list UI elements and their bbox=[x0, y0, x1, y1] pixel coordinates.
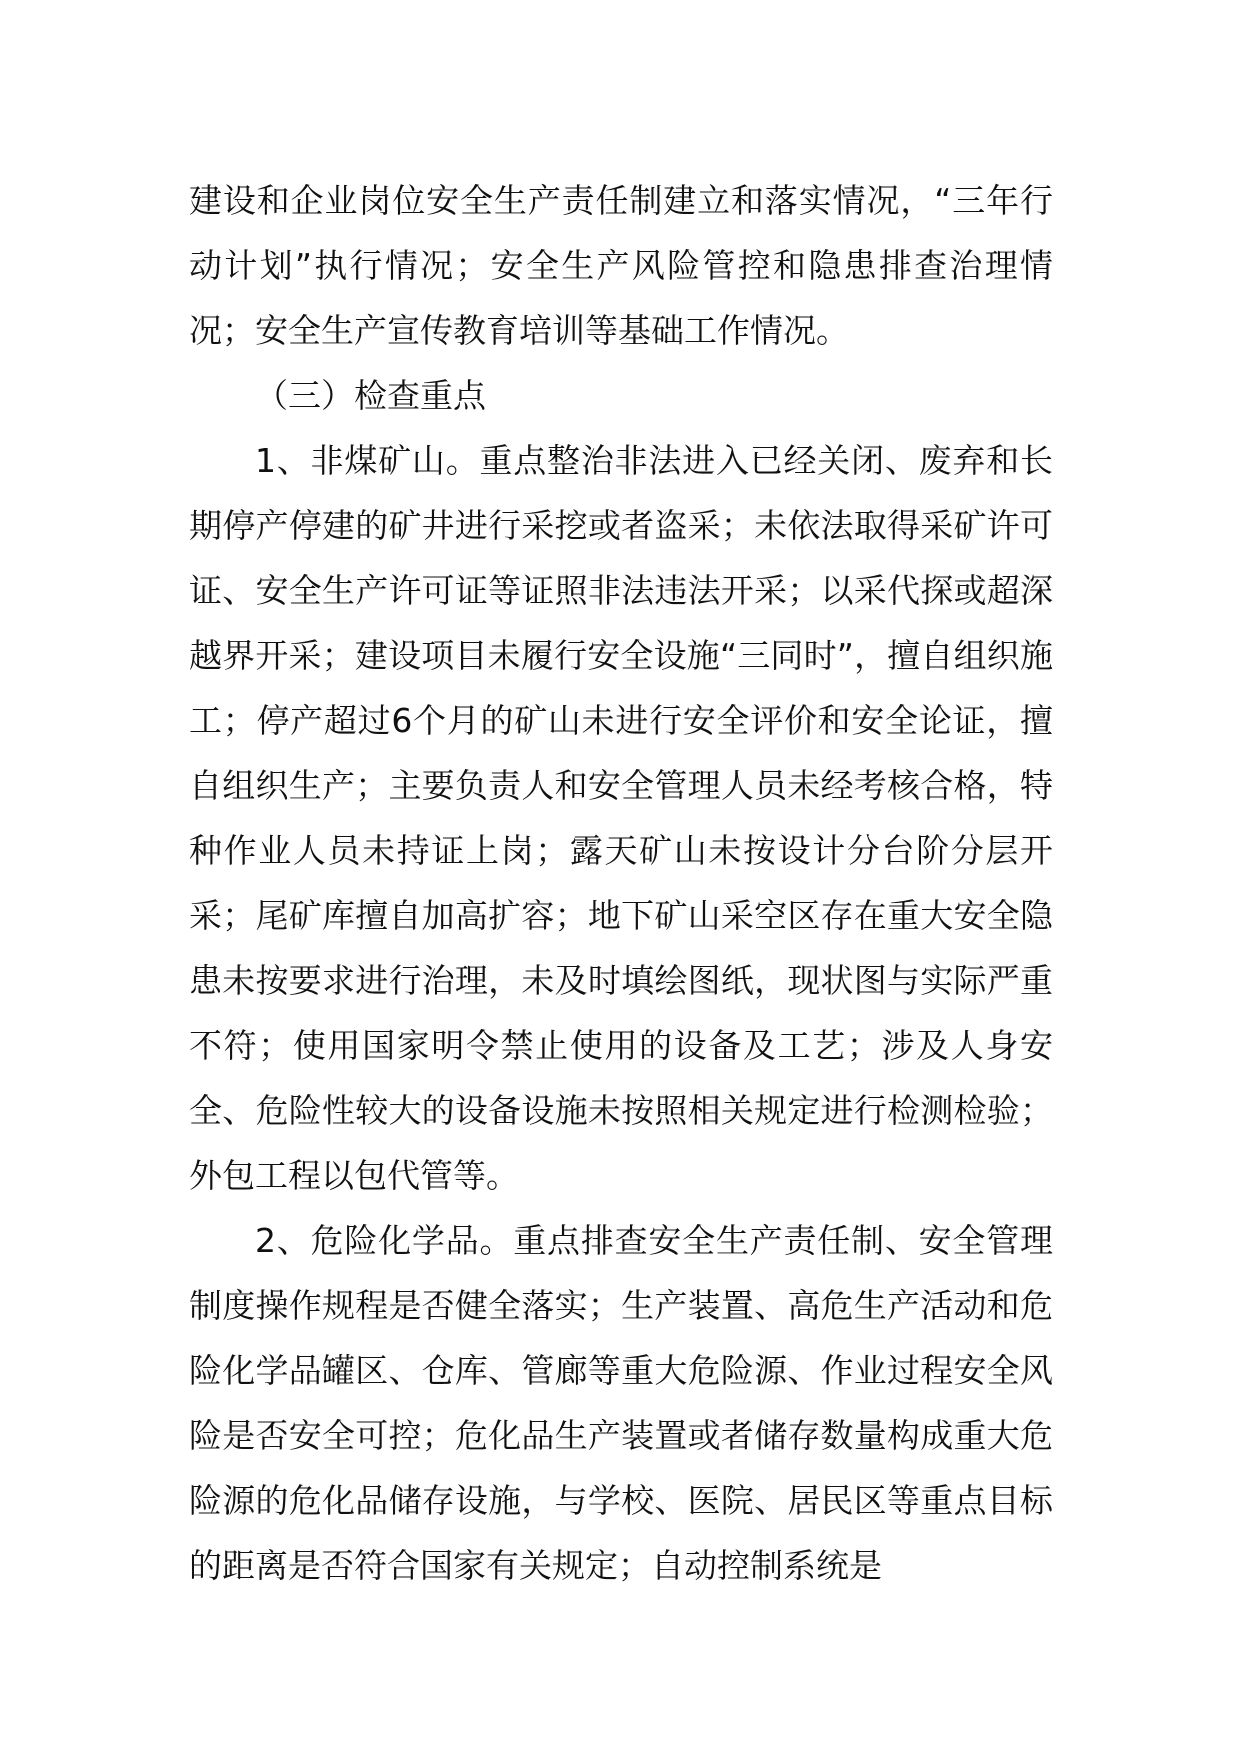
section-heading: （三）检查重点 bbox=[255, 376, 486, 415]
paragraph-hazardous-chemicals: 2、危险化学品。重点排查安全生产责任制、安全管理制度操作规程是否健全落实；生产装置、高危生产活动和危险化学品罐区、仓库、管廊等重大危险源、作业过程安全风险是否安全可控；危化品生产装置或者储存数量构成重大危险源的危化品储存设施，与学校、医院、居民区等重点目标的距离是否符合国家有关规定；自动控制系统是 bbox=[189, 1221, 1053, 1585]
paragraph-continuation: 建设和企业岗位安全生产责任制建立和落实情况，“三年行动计划”执行情况；安全生产风险管控和隐患排查治理情况；安全生产宣传教育培训等基础工作情况。 bbox=[189, 181, 1053, 350]
document-body bbox=[189, 168, 1053, 1598]
paragraph-non-coal-mines: 1、非煤矿山。重点整治非法进入已经关闭、废弃和长期停产停建的矿井进行采挖或者盗采；未依法取得采矿许可证、安全生产许可证等证照非法违法开采；以采代探或超深越界开采；建设项目未履行安全设施“三同时”，擅自组织施工；停产超过6个月的矿山未进行安全评价和安全论证，擅自组织生产；主要负责人和安全管理人员未经考核合格，特种作业人员未持证上岗；露天矿山未按设计分台阶分层开采；尾矿库擅自加高扩容；地下矿山采空区存在重大安全隐患未按要求进行治理，未及时填绘图纸，现状图与实际严重不符；使用国家明令禁止使用的设备及工艺；涉及人身安全、危险性较大的设备设施未按照相关规定进行检测检验；外包工程以包代管等。 bbox=[189, 441, 1053, 1195]
